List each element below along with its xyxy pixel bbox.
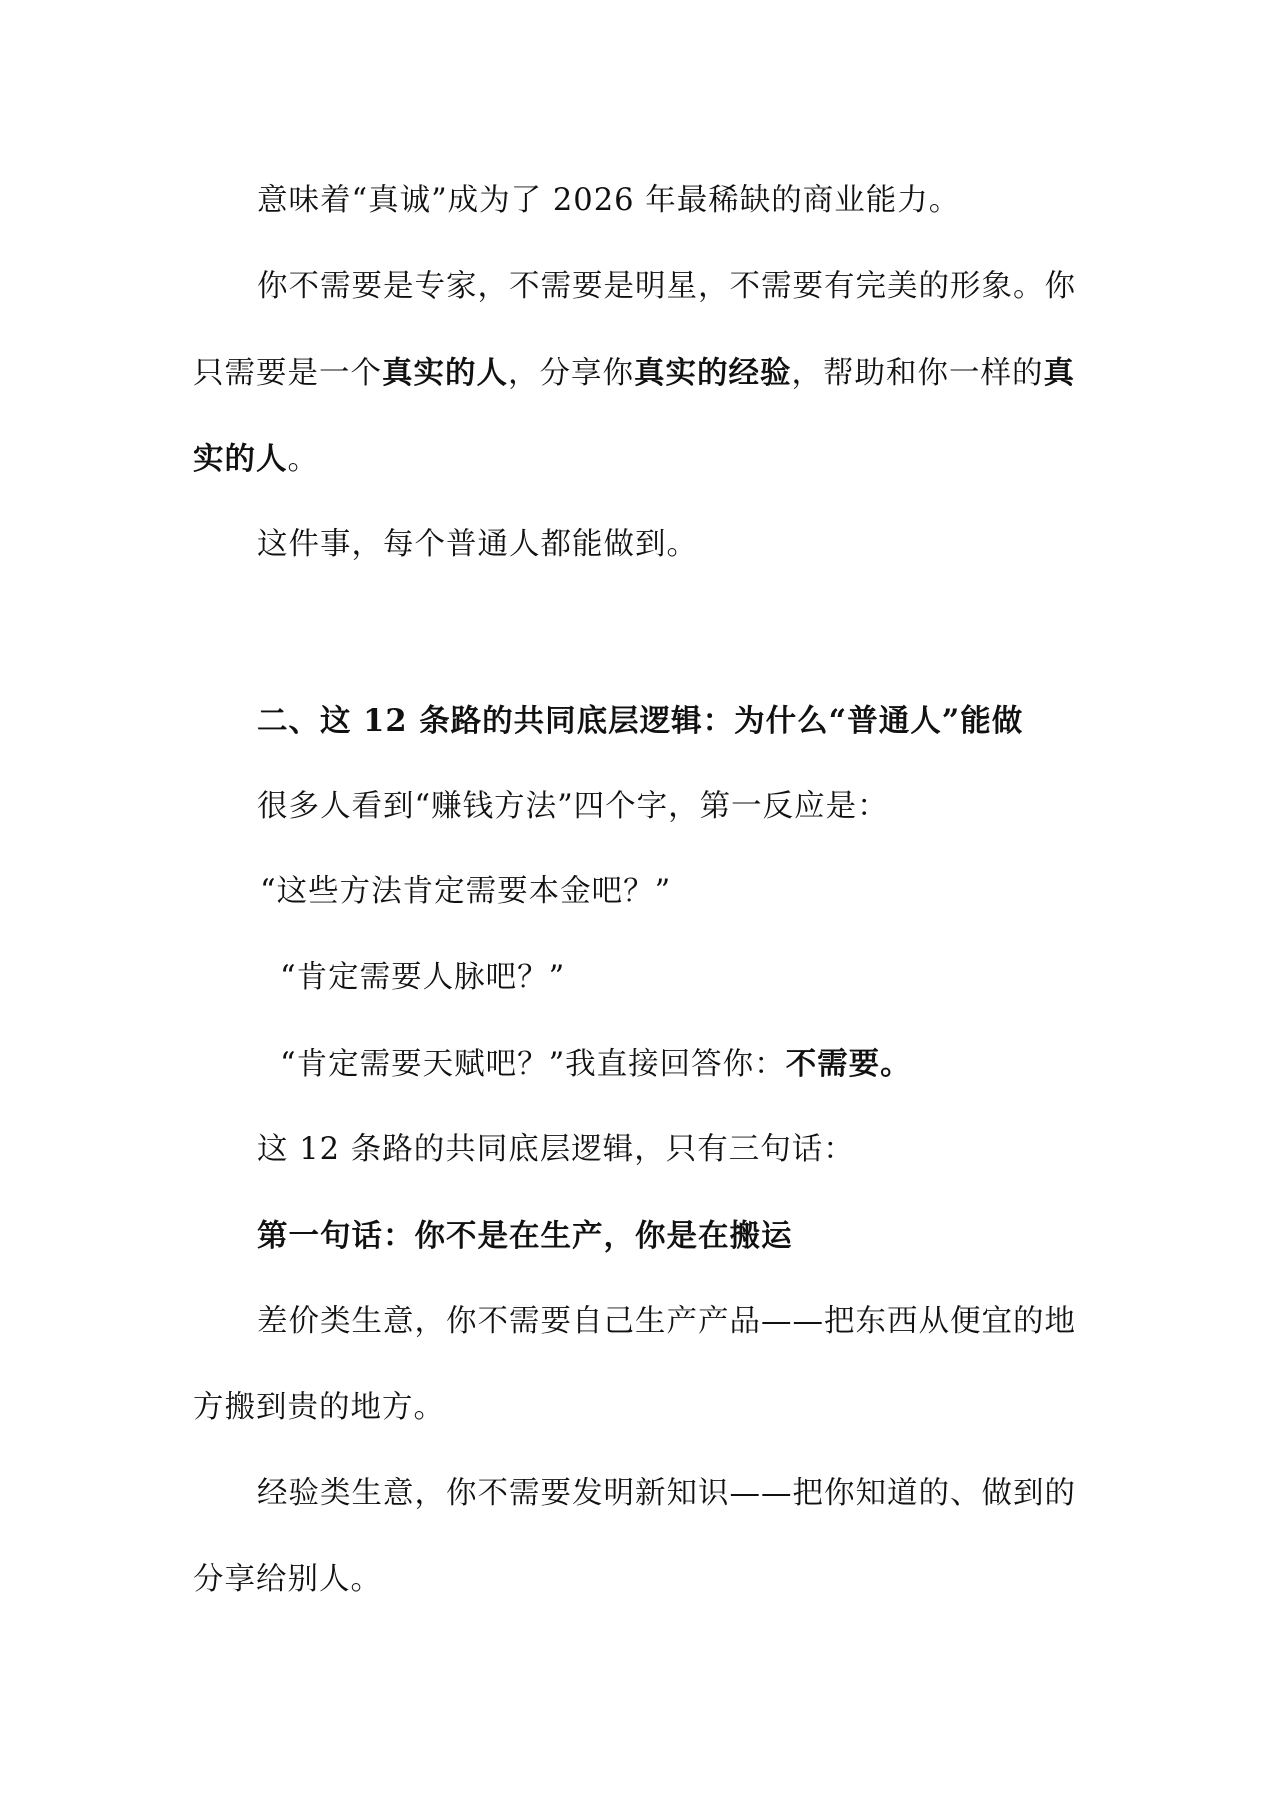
paragraph-text: 方搬到贵的地方。 [193,1390,445,1425]
paragraph-text: ，帮助和你一样的 [791,356,1044,391]
paragraph-line [193,1388,445,1428]
paragraph-text: 只需要是一个 [193,356,382,391]
paragraph-text: 。 [287,442,319,477]
paragraph-line [257,1130,855,1170]
paragraph-line [193,353,1075,394]
subheading-text: 第一句话：你不是在生产，你是在搬运 [257,1218,793,1254]
emphasis-text: 真实的经验 [634,355,792,391]
quote-text: “肯定需要天赋吧？”我直接回答你： [280,1047,786,1082]
emphasis-text: 实的人 [193,441,288,477]
paragraph-text: 你不需要是专家，不需要是明星，不需要有完美的形象。你 [257,269,1076,304]
paragraph-closing-line [257,181,960,221]
paragraph-text: 这 12 条路的共同底层逻辑，只有三句话： [257,1132,855,1167]
quote-text: “这些方法肯定需要本金吧？” [260,874,672,909]
emphasis-text: 真 [1043,355,1075,391]
paragraph-line [257,525,698,565]
paragraph-line [193,1560,382,1600]
paragraph-line [257,1474,1076,1514]
emphasis-text: 真实的人 [382,355,508,391]
answer-text: 不需要。 [785,1046,912,1082]
paragraph-text: ，分享你 [508,356,634,391]
quote-line [280,1044,912,1085]
paragraph-text: 这件事，每个普通人都能做到。 [257,527,698,562]
paragraph-text: 分享给别人。 [193,1562,382,1597]
quote-line [280,958,565,998]
subheading [257,1216,793,1256]
paragraph-line [257,1302,1076,1342]
paragraph-line [193,439,319,480]
paragraph-text: 意味着“真诚”成为了 2026 年最稀缺的商业能力。 [257,183,961,218]
paragraph-line [257,267,1076,307]
paragraph-text: 差价类生意，你不需要自己生产产品——把东西从便宜的地 [257,1304,1076,1339]
quote-text: “肯定需要人脉吧？” [280,960,566,995]
paragraph-text: 很多人看到“赚钱方法”四个字，第一反应是： [257,789,889,824]
paragraph-text: 经验类生意，你不需要发明新知识——把你知道的、做到的 [257,1476,1076,1511]
paragraph-line [257,787,889,827]
quote-line [260,872,671,912]
section-heading-text: 二、这 12 条路的共同底层逻辑：为什么“普通人”能做 [257,703,1024,739]
section-heading [257,701,1023,741]
